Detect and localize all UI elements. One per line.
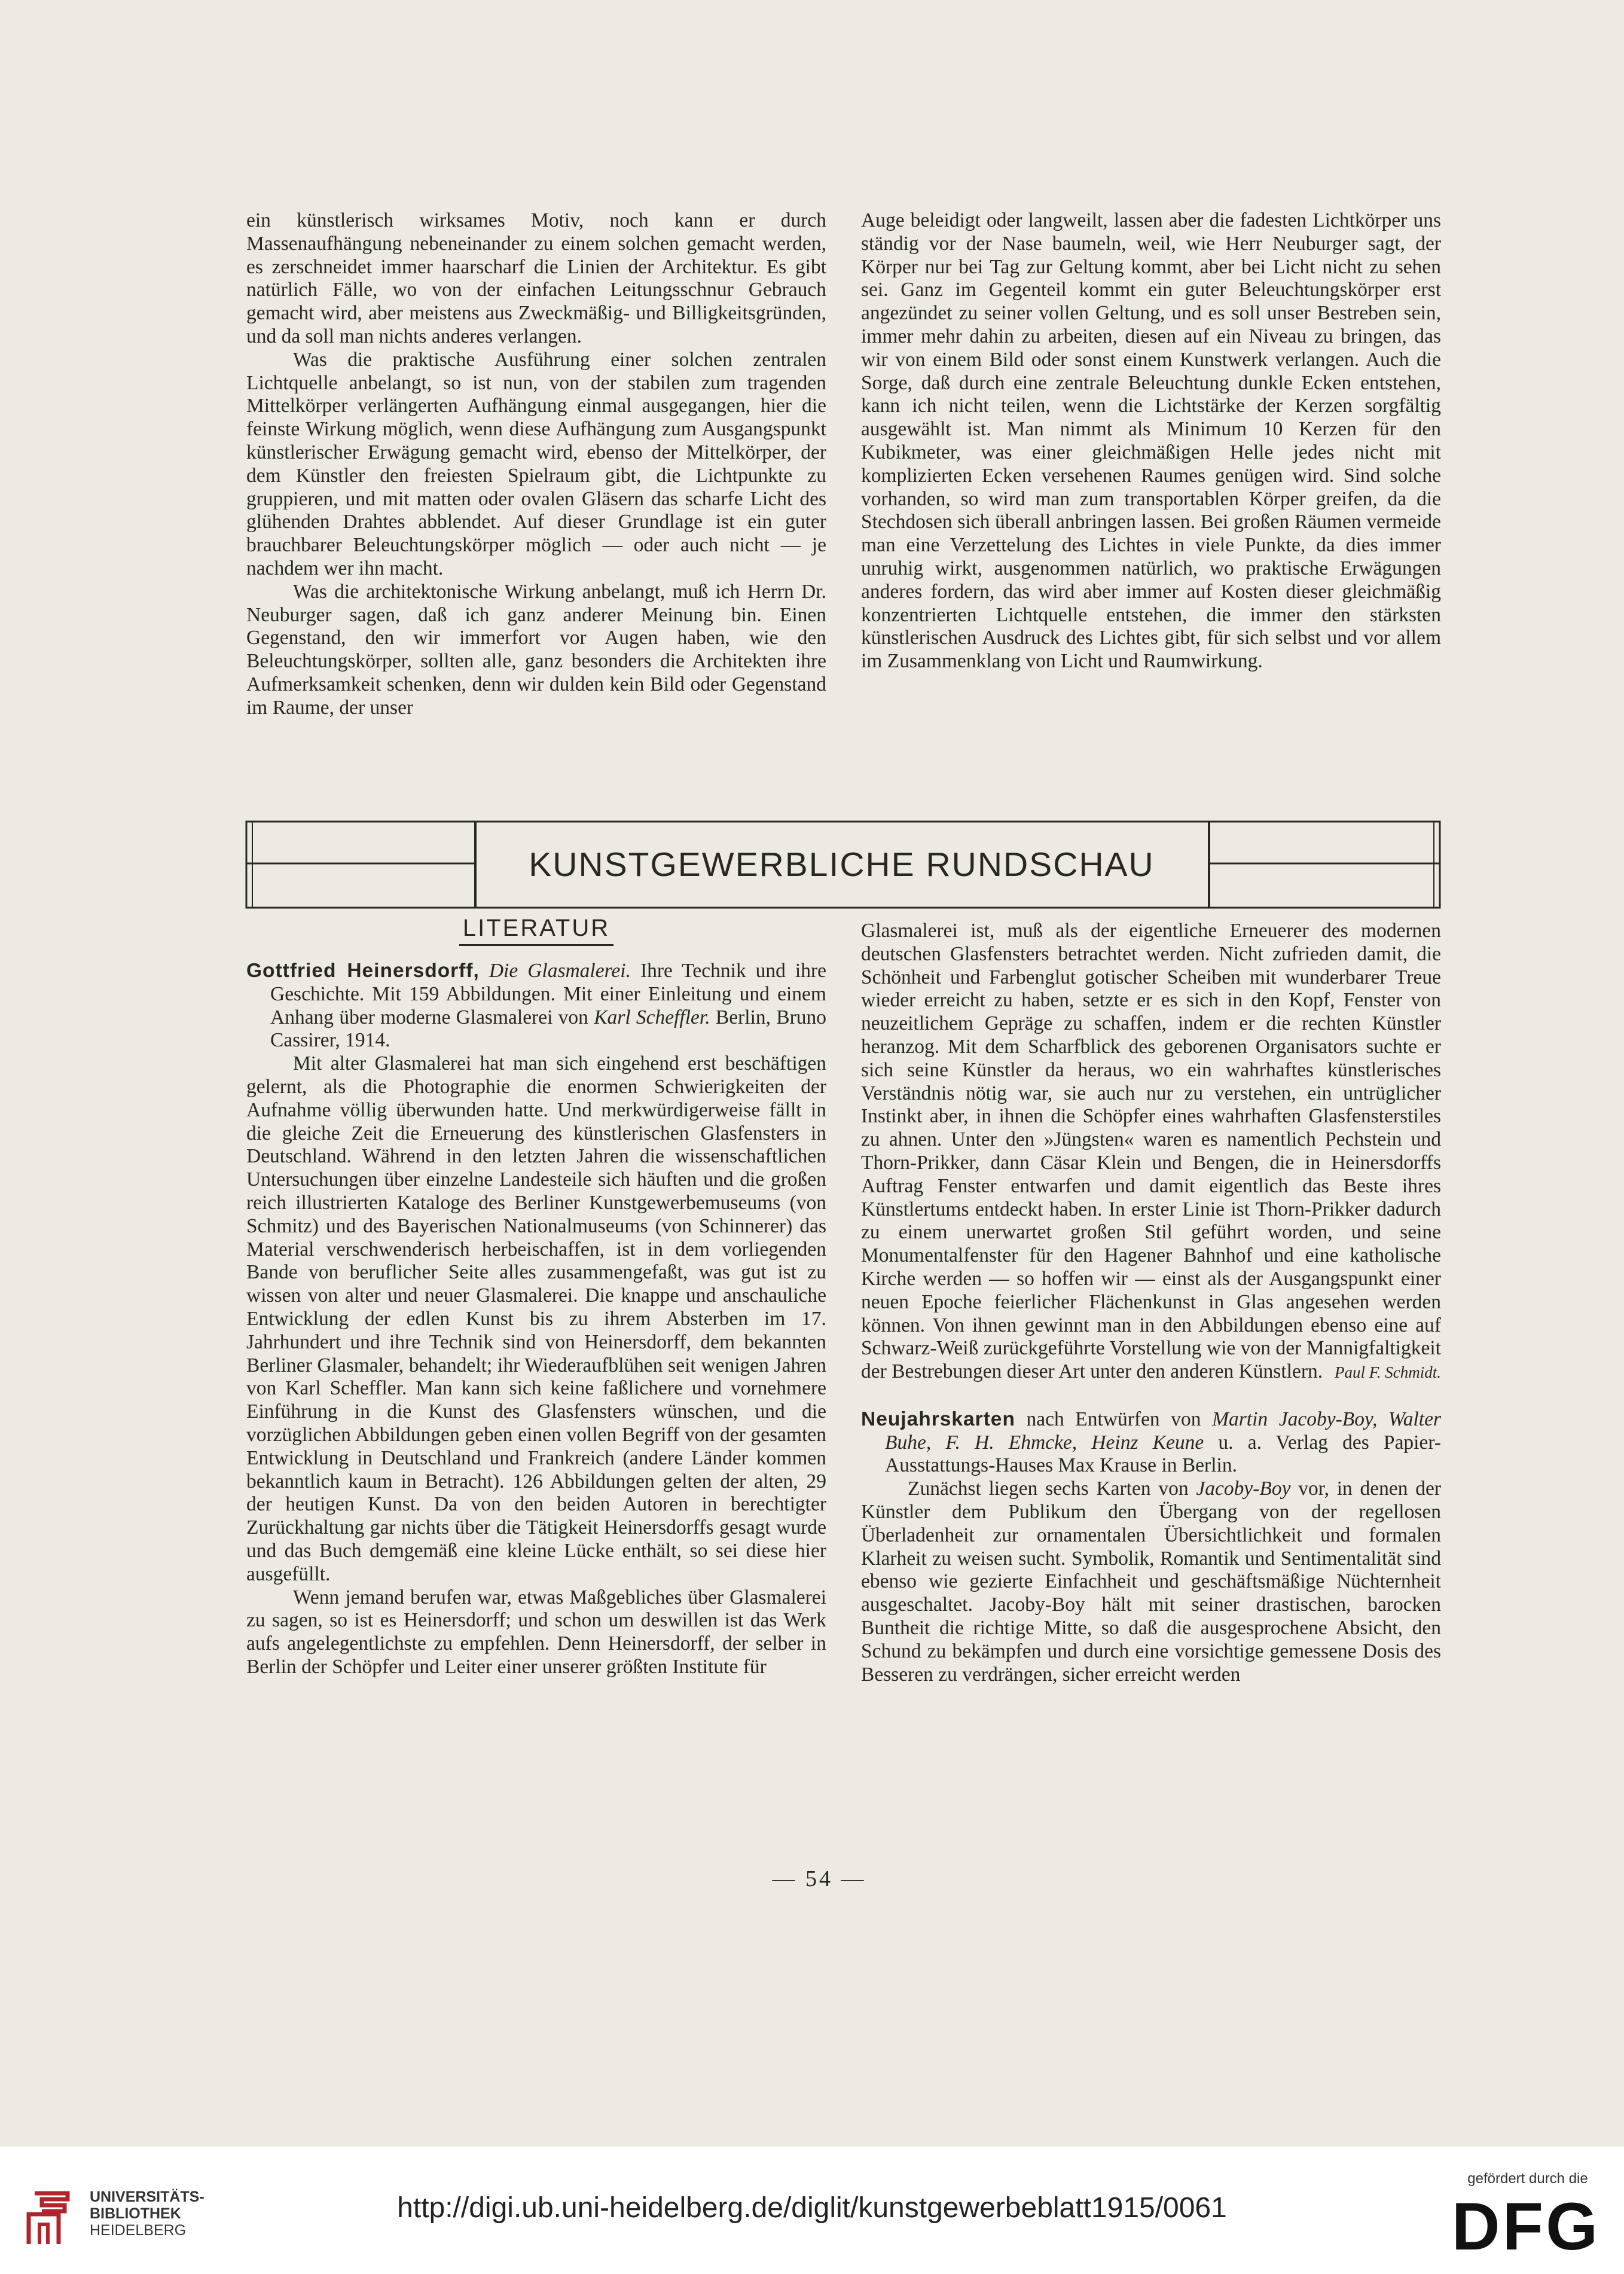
paragraph: Auge beleidigt oder langweilt, lassen aber die fadesten Lichtkörper uns ständig vor der Nase baumeln, weil, wie Herr Neuburger sagt, der Körper nur bei Tag zur Geltung kommt, aber bei Licht nicht zu sehen sei. Ganz im Gegenteil kommt ein guter Beleuchtungskörper erst angezündet zu seiner vollen Geltung, und es soll unser Bestreben sein, immer mehr dahin zu arbeiten, diesen auf ein Niveau zu bringen, das wir von einem Bild oder sonst einem Kunstwerk verlangen. Auch die Sorge, daß durch eine zentrale Beleuchtung dunkle Ecken entstehen, kann ich nicht teilen, wenn die Lichtstärke der Kerzen sorgfältig ausgewählt ist. Man nimmt als Minimum 10 Kerzen für den Kubikmeter, was einer gleichmäßigen Helle jedes nicht mit komplizierten Ecken versehenen Raumes genügen wird. Sind solche vorhanden, so wird man zum transportablen Körper greifen, da die Stechdosen sich überall anbringen lassen. Bei großen Räumen vermeide man eine Verzettelung des Lichtes in viele Punkte, da dies immer unruhig wirkt, ausgenommen natürlich, wo praktische Erwägungen anderes fordern, das wird aber immer auf Kosten dieser gleichmäßig konzentrierten Lichtquelle entstehen, die immer den stärksten künstlerischen Ausdruck des Lichtes gibt, für sich selbst und vor allem im Zusammenklang von Licht und Raumwirkung. xyxy=(861,209,1441,673)
bottom-left-column xyxy=(246,960,826,1679)
subsection-title xyxy=(246,915,826,946)
paragraph-text: Zunächst liegen sechs Karten von xyxy=(908,1478,1189,1500)
dfg-logo-text: DFG xyxy=(1451,2196,1601,2255)
entry-text: Ihre Technik und ihre Geschichte. Mit 159 Abbildungen. Mit einer Einleitung und einem Anhang über moderne Glasmalerei von xyxy=(270,960,827,1028)
paragraph-text: vor, in denen der Künstler dem Publikum den Übergang von der regellosen Überladenheit zur ornamentalen Übersichtlichkeit und formalen Klarheit zu weisen sucht. Symbolik, Romantik und Sentimentalität sind ebenso wie gezierte Einfachheit und geschäftsmäßige Nüchternheit ausgeschaltet. Jacoby-Boy hält mit seiner drastischen, barocken Buntheit die richtige Mitte, so daß die ausgesprochene Absicht, den Schund zu bekämpfen und durch eine vorsichtige gemessene Dosis des Besseren zu verdrängen, sicher erreicht werden xyxy=(861,1478,1442,1686)
subsection-title-text: LITERATUR xyxy=(459,915,613,946)
literature-entry-heading xyxy=(246,960,826,1052)
library-name-line: HEIDELBERG xyxy=(90,2222,187,2239)
library-name-line: BIBLIOTHEK xyxy=(90,2205,181,2222)
entry-artists: Martin Jacoby-Boy, Walter Buhe, F. H. Ehmcke, Heinz Keune xyxy=(885,1408,1442,1454)
section-title: KUNSTGEWERBLICHE RUNDSCHAU xyxy=(529,845,1155,884)
paragraph: ein künstlerisch wirksames Motiv, noch kann er durch Massenaufhängung nebeneinander zu einem solchen gemacht werden, es zerschneidet immer haarscharf die Linien der Architektur. Es gibt natürlich Fälle, wo von der einfachen Leitungsschnur Gebrauch gemacht wird, aber meistens aus Zweckmäßig- und Billigkeitsgründen, und da soll man nichts anderes verlangen. xyxy=(246,209,826,347)
artist-name: Jacoby-Boy xyxy=(1196,1478,1291,1500)
dfg-logo-icon xyxy=(1450,2196,1602,2255)
entry-author: Gottfried Heinersdorff, xyxy=(246,960,480,982)
page-number: — 54 — xyxy=(772,1866,866,1891)
paragraph: Was die architektonische Wirkung anbelangt, muß ich Herrn Dr. Neuburger sagen, daß ich ganz anderer Meinung bin. Einen Gegenstand, den wir immerfort vor Augen haben, wie den Beleuchtungskörper, sollten alle, ganz besonders die Architekten ihre Aufmerksamkeit schenken, denn wir dulden kein Bild oder Gegenstand im Raume, der unser xyxy=(246,580,826,719)
entry-title: Neujahrskarten xyxy=(861,1408,1015,1430)
paragraph xyxy=(861,1478,1441,1686)
top-left-column xyxy=(246,209,826,720)
bottom-right-column xyxy=(861,920,1441,1686)
author-signature: Paul F. Schmidt. xyxy=(1335,1363,1441,1381)
entry-text: nach Entwürfen von xyxy=(1026,1408,1201,1430)
paragraph: Mit alter Glasmalerei hat man sich eingehend erst beschäftigen gelernt, als die Photographie die enormen Schwierigkeiten der Aufnahme völlig überwunden hatte. Und merkwürdigerweise fällt in die gleiche Zeit die Erneuerung des künstlerischen Glasfensters in Deutschland. Während in den letzten Jahren die wissenschaftlichen Untersuchungen über einzelne Landesteile sich häuften und die großen reich illustrierten Kataloge des Berliner Kunstgewerbemuseums (von Schmitz) und des Bayerischen Nationalmuseums (von Schinnerer) das Material verschwenderisch herbeischaffen, ist in dem vorliegenden Bande von beruflicher Seite alles zusammengefaßt, was gut ist zu wissen von alter und neuer Glasmalerei. Die knappe und anschauliche Entwicklung der edlen Kunst bis zu ihrem Absterben im 17. Jahrhundert und ihre Technik sind von Heinersdorff, dem bekannten Berliner Glasmaler, behandelt; ihr Wiederaufblühen seit wenigen Jahren von Karl Scheffler. Man kann sich keine faßlichere und vornehmere Einführung in die Kunst des Glasfensters wünschen, und die vorzüglichen Abbildungen geben einen vollen Begriff von der gesamten Entwicklung in Deutschland und Frankreich (andere Länder kommen bekanntlich kaum in Betracht). 126 Abbildungen gelten der alten, 29 der heutigen Kunst. Da von den beiden Autoren in berechtigter Zurückhaltung gar nichts über die Tätigkeit Heinersdorffs gesagt wurde und das Buch demgemäß eine kleine Lücke enthält, so sei diese hier ausgefüllt. xyxy=(246,1052,826,1585)
entry-publisher: u. a. Verlag des Papier-Ausstattungs-Hauses Max Krause in Berlin. xyxy=(885,1431,1442,1477)
paragraph: Glasmalerei ist, muß als der eigentliche Erneuerer des modernen deutschen Glasfensters betrachtet werden. Nicht zufrieden damit, die Schönheit und Farbenglut gotischer Scheiben mit wunderbarer Treue wieder erreicht zu haben, setzte er es sich in den Kopf, Fenster von neuzeitlichem Gepräge zu schaffen, indem er die rechten Künstler heranzog. Mit dem Scharfblick des geborenen Organisators suchte er sich seine Künstler da heraus, wo ein wahrhaftes künstlerisches Verständnis nötig war, sie auch nur zu verstehen, ein untrüglicher Instinkt aber, in ihnen die Schöpfer eines wahrhaften Glasfensterstiles zu ahnen. Unter den »Jüngsten« waren es namentlich Pechstein und Thorn-Prikker, dann Cäsar Klein und Bengen, die in Heinersdorffs Auftrag Fenster entwarfen und damit eigentlich das Beste ihres Künstlertums entdeckt haben. In erster Linie ist Thorn-Prikker dadurch zu einem unerwartet großen Stil geführt worden, und seine Monumentalfenster für den Hagener Bahnhof und eine katholische Kirche werden — so hoffen wir — einst als der Ausgangspunkt einer neuen Epoche feierlicher Flächenkunst in Glas angesehen werden können. Von ihnen gewinnt man in den Abbildungen ebenso eine auf Schwarz-Weiß zurückgeführte Vorstellung wie von der Mannigfaltigkeit der Bestrebungen dieser Art unter den anderen Künstlern. xyxy=(861,920,1441,1383)
library-name-line: UNIVERSITÄTS- xyxy=(90,2188,204,2205)
paragraph: Was die praktische Ausführung einer solchen zentralen Lichtquelle anbelangt, so ist nun, von der stabilen zum tragenden Mittelkörper verlängerten Aufhängung einmal ausgegangen, hier die feinste Wirkung möglich, wenn diese Aufhängung zum Ausgangspunkt künstlerischer Erwägung gemacht wird, ebenso der Mittelkörper, der dem Künstler den freiesten Spielraum gibt, die Lichtpunkte zu gruppieren, und mit matten oder ovalen Gläsern das scharfe Licht des glühenden Drahtes abblendet. Auf dieser Grundlage ist ein guter brauchbarer Beleuchtungskörper möglich — oder auch nicht — je nachdem wer ihn macht. xyxy=(246,348,826,579)
neujahr-entry-heading xyxy=(861,1408,1441,1478)
entry-editor: Karl Scheffler. xyxy=(594,1006,710,1028)
entry-publisher: Berlin, Bruno Cassirer, 1914. xyxy=(270,1006,827,1052)
funding-label: gefördert durch die xyxy=(1467,2171,1588,2187)
paragraph: Wenn jemand berufen war, etwas Maßgebliches über Glasmalerei zu sagen, so ist es Heinersdorff; und schon um deswillen ist das Werk aufs angelegentlichste zu empfehlen. Denn Heinersdorff, der selber in Berlin der Schöpfer und Leiter einer unserer größten Institute für xyxy=(246,1586,826,1678)
source-url-link[interactable]: http://digi.ub.uni-heidelberg.de/diglit/kunstgewerbeblatt1915/0061 xyxy=(397,2192,1227,2224)
entry-title: Die Glasmalerei. xyxy=(489,960,631,982)
top-right-column xyxy=(861,209,1441,673)
